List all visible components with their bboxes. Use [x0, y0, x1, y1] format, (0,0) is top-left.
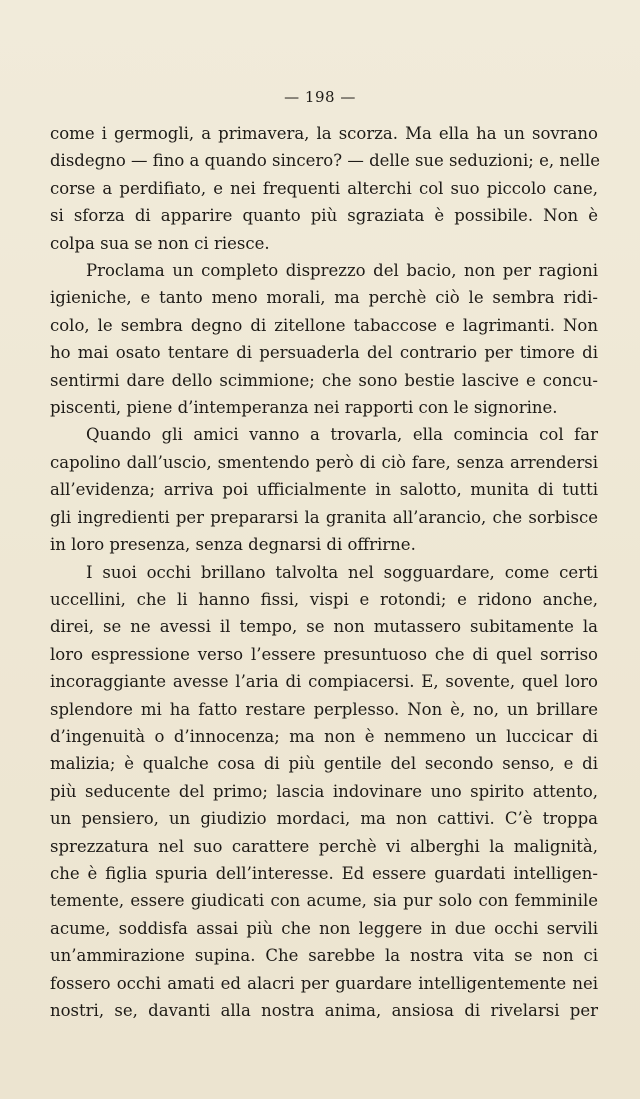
paragraph: [50, 421, 598, 558]
text-line: piscenti, piene d’intemperanza nei rapporti con le signorine.: [50, 398, 558, 418]
text-line: un’ammirazione supina. Che sarebbe la nostra vita se non ci: [50, 946, 598, 966]
text-line: come i germogli, a primavera, la scorza. Ma ella ha un sovrano: [50, 124, 598, 143]
text-line: acume, soddisfa assai più che non leggere in due occhi servili: [50, 918, 598, 938]
text-line: gli ingredienti per prepararsi la granita all’arancio, che sorbisce: [50, 507, 598, 527]
text-line: all’evidenza; arriva poi ufficialmente in salotto, munita di tutti: [50, 480, 598, 500]
body-text: [50, 120, 601, 1024]
text-line: sprezzatura nel suo carattere perchè vi alberghi la malignità,: [50, 836, 598, 856]
text-line: che è figlia spuria dell’interesse. Ed essere guardati intelligen-: [50, 863, 598, 883]
text-line: ho mai osato tentare di persuaderla del contrario per timore di: [50, 343, 598, 363]
text-line: nostri, se, davanti alla nostra anima, ansiosa di rivelarsi per: [50, 1001, 598, 1020]
text-line: Quando gli amici vanno a trovarla, ella comincia col far: [86, 425, 598, 445]
paragraph: [50, 257, 598, 421]
text-line: incoraggiante avesse l’aria di compiacersi. E, sovente, quel loro: [50, 672, 598, 692]
text-line: più seducente del primo; lascia indovinare uno spirito attento,: [50, 781, 598, 801]
text-line: temente, essere giudicati con acume, sia pur solo con femminile: [50, 891, 598, 911]
text-line: si sforza di apparire quanto più sgraziata è possibile. Non è: [50, 206, 598, 226]
text-line: I suoi occhi brillano talvolta nel sogguardare, come certi: [86, 562, 598, 582]
page-number: — 198 —: [284, 88, 356, 106]
text-line: colo, le sembra degno di zitellone tabaccose e lagrimanti. Non: [50, 315, 598, 335]
text-line: igieniche, e tanto meno morali, ma perchè ciò le sembra ridi-: [50, 288, 598, 308]
text-line: capolino dall’uscio, smentendo però di ciò fare, senza arrendersi: [50, 452, 598, 472]
text-line: corse a perdifiato, e nei frequenti alterchi col suo piccolo cane,: [50, 178, 598, 198]
text-line: loro espressione verso l’essere presuntuoso che di quel sorriso: [50, 644, 598, 664]
text-line: fossero occhi amati ed alacri per guardare intelligentemente nei: [50, 973, 598, 993]
text-line: Proclama un completo disprezzo del bacio, non per ragioni: [86, 261, 598, 281]
text-line: in loro presenza, senza degnarsi di offrirne.: [50, 535, 416, 555]
text-line: direi, se ne avessi il tempo, se non mutassero subitamente la: [50, 617, 598, 637]
text-line: un pensiero, un giudizio mordaci, ma non cattivi. C’è troppa: [50, 809, 598, 829]
paragraph: [50, 120, 601, 257]
paragraph: [50, 559, 598, 1025]
text-line: d’ingenuità o d’innocenza; ma non è nemmeno un luccicar di: [50, 726, 598, 746]
text-line: splendore mi ha fatto restare perplesso. Non è, no, un brillare: [50, 699, 598, 719]
text-line: malizia; è qualche cosa di più gentile del secondo senso, e di: [50, 754, 598, 774]
text-line: uccellini, che li hanno fissi, vispi e rotondi; e ridono anche,: [50, 589, 598, 609]
text-line: sentirmi dare dello scimmione; che sono bestie lascive e concu-: [50, 370, 598, 390]
text-line: colpa sua se non ci riesce.: [50, 233, 270, 253]
text-line: disdegno — fino a quando sincero? — delle sue seduzioni; e, nelle: [50, 151, 601, 171]
